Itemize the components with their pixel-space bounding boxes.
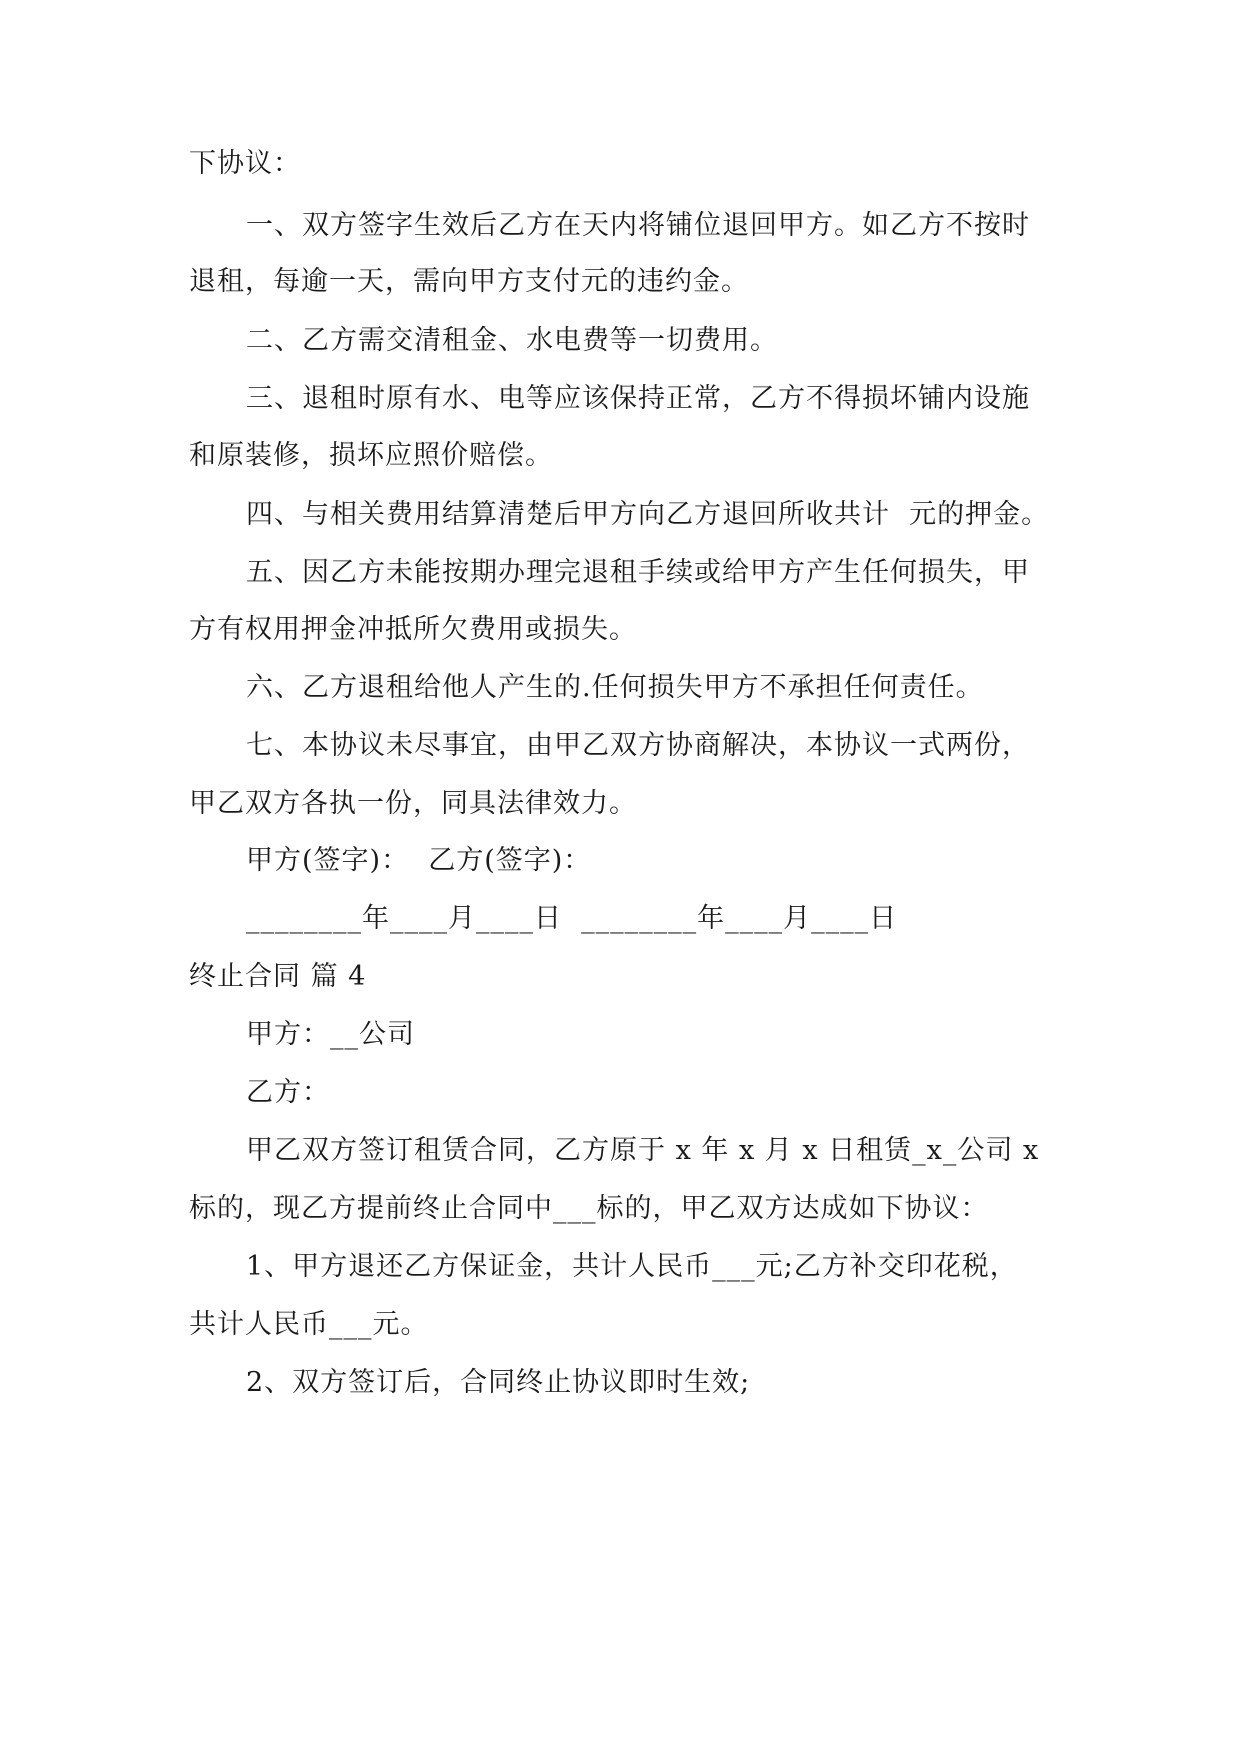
clause-seven-line-2: 甲乙双方各执一份，同具法律效力。 [189, 788, 637, 819]
clause-five-line-2: 方有权用押金冲抵所欠费用或损失。 [189, 614, 637, 645]
clause-two: 二、乙方需交清租金、水电费等一切费用。 [246, 325, 778, 356]
intro-line-1: 甲乙双方签订租赁合同，乙方原于 x 年 x 月 x 日租赁_x_公司 x [246, 1135, 1040, 1166]
clause-one-line-2: 退租，每逾一天，需向甲方支付元的违约金。 [189, 266, 749, 297]
clause-six: 六、乙方退租给他人产生的.任何损失甲方不承担任何责任。 [246, 672, 984, 703]
clause-seven-line-1: 七、本协议未尽事宜，由甲乙双方协商解决，本协议一式两份， [246, 730, 1030, 761]
item-one-line-2: 共计人民币___元。 [189, 1309, 429, 1340]
clause-three-line-1: 三、退租时原有水、电等应该保持正常，乙方不得损坏铺内设施 [246, 383, 1030, 414]
signature-line: 甲方(签字)： 乙方(签字)： [246, 845, 592, 876]
clause-five-line-1: 五、因乙方未能按期办理完退租手续或给甲方产生任何损失，甲 [246, 557, 1030, 588]
clause-three-line-2: 和原装修，损坏应照价赔偿。 [189, 440, 553, 471]
item-two: 2、双方签订后，合同终止协议即时生效; [246, 1367, 751, 1398]
clause-one-line-1: 一、双方签字生效后乙方在天内将铺位退回甲方。如乙方不按时 [246, 210, 1030, 241]
intro-line-2: 标的，现乙方提前终止合同中___标的，甲乙双方达成如下协议： [189, 1193, 989, 1224]
clause-four: 四、与相关费用结算清楚后甲方向乙方退回所收共计 元的押金。 [246, 499, 1050, 530]
party-b: 乙方： [246, 1077, 330, 1108]
item-one-line-1: 1、甲方退还乙方保证金，共计人民币___元;乙方补交印花税， [246, 1251, 1018, 1282]
text-line-continuation: 下协议： [189, 148, 301, 179]
section-heading: 终止合同 篇 4 [189, 961, 367, 992]
date-line: ________年____月____日 ________年____月____日 [246, 903, 898, 934]
party-a: 甲方：__公司 [246, 1019, 415, 1050]
